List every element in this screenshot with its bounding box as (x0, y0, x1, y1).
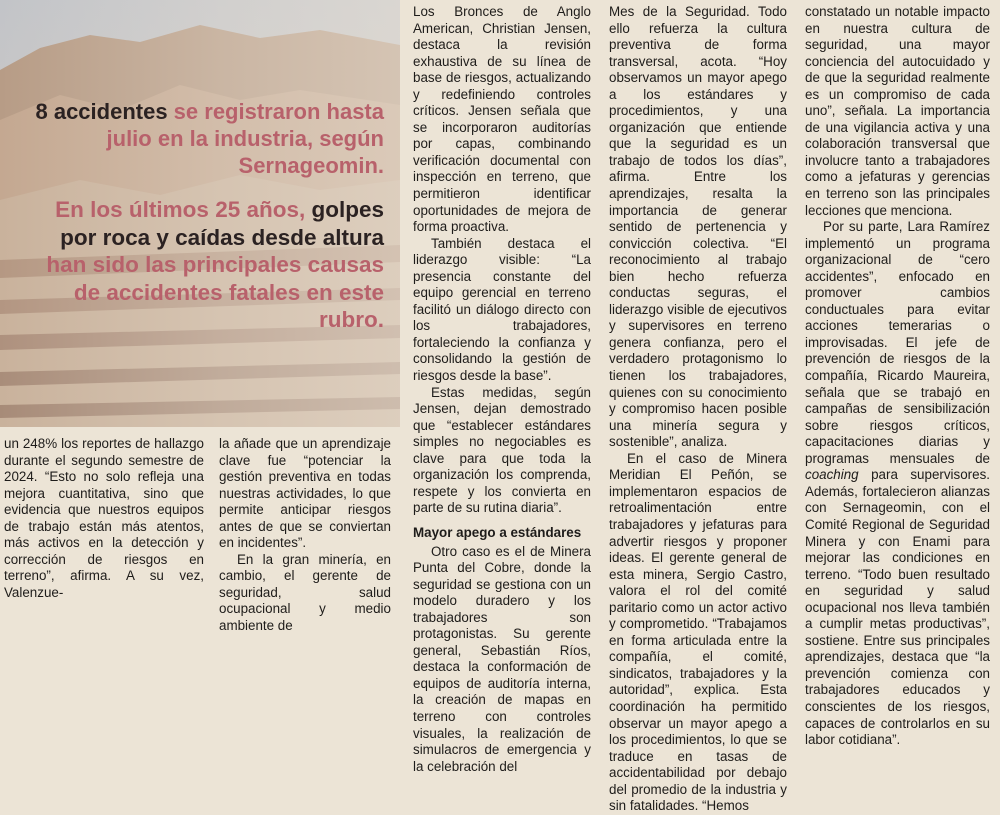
pull-quote-causes (14, 196, 384, 334)
pull-quote-part-3: han sido las principales causas de accidentes fatales en este rubro. (46, 252, 384, 332)
column-4 (609, 4, 787, 815)
column-5 (805, 4, 990, 749)
pull-quote-text: se registraron hasta julio en la industria, según Sernageomin. (106, 99, 384, 178)
paragraph: En el caso de Minera Meridian El Peñón, se implementaron espacios de retroalimentación entre trabajadores y jefaturas para advertir riesgos y proponer ideas. El gerente general de esta minera, Sergio Castro, valora el rol del comité paritario como un actor activo y comprometido. “Trabajamos en forma articulada entre la compañía, el comité, sindicatos, trabajadores y la autoridad”, explica. Esta coordinación ha permitido observar un mayor apego a los procedimientos, lo que se traduce en tasas de accidentabilidad por debajo del promedio de la industria y sin fatalidades. “Hemos (609, 450, 787, 814)
paragraph: Mes de la Seguridad. Todo ello refuerza la cultura preventiva de forma transversal, acota. “Hoy observamos un mayor apego a los estándares y procedimientos, y una organización que entiende que la seguridad es un trabajo de todos los días”, afirma. Entre los aprendizajes, resalta la importancia de generar sentido de pertenencia y convicción colectiva. “El reconocimiento al trabajo bien hecho refuerza conductas seguras, el liderazgo visible de ejecutivos y supervisores en terreno genera confianza, pero el verdadero protagonismo lo tienen los trabajadores, quienes con su conocimiento y compromiso hacen posible una minería segura y sostenible”, analiza. (609, 4, 787, 450)
paragraph-text: para supervisores. Además, fortalecieron alianzas con Sernageomin, con el Comité Regional de Seguridad Minera y con Enami para mejorar las condiciones en terreno. “Todo buen resultado en seguridad y salud ocupacional nos lleva también a cumplir metas productivas”, sostiene. Entre sus principales aprendizajes, destaca que “la prevención comienza con trabajadores educados y conscientes de los riesgos, capaces de controlarlos en su labor cotidiana”. (805, 467, 990, 748)
pull-quote-part-1: En los últimos 25 años, (55, 197, 312, 222)
column-3 (413, 4, 591, 775)
paragraph: También destaca el liderazgo visible: “La presencia constante del equipo gerencial en terreno facilitó un diálogo directo con los trabajadores, fortaleciendo la confianza y consolidando la gestión de riesgos desde la base”. (413, 235, 591, 384)
pull-quote-highlight: golpes por roca y caídas desde altura (60, 197, 384, 250)
paragraph: Otro caso es el de Minera Punta del Cobre, donde la seguridad se gestiona con un modelo duradero y los trabajadores son protagonistas. Su gerente general, Sebastián Ríos, destaca la conformación de equipos de auditoría interna, la creación de mapas en terreno con controles visuales, la realización de simulacros de emergencia y la celebración del (413, 543, 591, 774)
pull-quote-number: 8 accidentes (35, 99, 168, 124)
paragraph: Los Bronces de Anglo American, Christian Jensen, destaca la revisión exhaustiva de su línea de base de riesgos, actualizando y redefiniendo controles críticos. Jensen señala que se incorporaron auditorías por capas, combinando verificación documental con inspección en terreno, que permitieron identificar oportunidades de mejora de forma proactiva. (413, 4, 591, 235)
paragraph: En la gran minería, en cambio, el gerente de seguridad, salud ocupacional y medio ambiente de (219, 551, 391, 634)
column-bottom-left (4, 436, 204, 601)
mine-photo (0, 0, 400, 427)
section-heading: Mayor apego a estándares (413, 524, 582, 540)
paragraph: Estas medidas, según Jensen, dejan demostrado que “establecer estándares simples no negociables es clave para que toda la organización los comprenda, respete y los convierta en parte de su rutina diaria”. (413, 384, 591, 516)
paragraph: constatado un notable impacto en nuestra cultura de seguridad, una mayor conciencia del autocuidado y de que la seguridad realmente es un compromiso de cada uno”, señala. La importancia de una vigilancia activa y una colaboración transversal que involucre tanto a trabajadores como a jefaturas y gerencias en terreno son las principales lecciones que menciona. (805, 4, 990, 218)
coaching-term: coaching (805, 467, 859, 483)
paragraph: un 248% los reportes de hallazgo durante el segundo semestre de 2024. “Esto no solo refleja una mejora cuantitativa, sino que evidencia que nuestros equipos de trabajo están más atentos, más activos en la detección y corrección de riesgos en terreno”, afirma. A su vez, Valenzue- (4, 436, 204, 600)
column-bottom-middle (219, 436, 391, 635)
pull-quote-accidents (24, 98, 384, 179)
paragraph: la añade que un aprendizaje clave fue “potenciar la gestión preventiva en todas nuestras actividades, lo que permite anticipar riesgos antes de que se conviertan en incidentes”. (219, 436, 391, 551)
paragraph-text: Por su parte, Lara Ramírez implementó un programa organizacional de “cero accidentes”, enfocado en promover cambios conductuales para evitar acciones temerarias o improvisadas. El jefe de prevención de riesgos de la compañía, Ricardo Maureira, señala que se trabajó en campañas de sensibilización sobre riesgos críticos, capacitaciones diarias y programas mensuales de (805, 219, 990, 466)
paragraph (805, 219, 990, 749)
